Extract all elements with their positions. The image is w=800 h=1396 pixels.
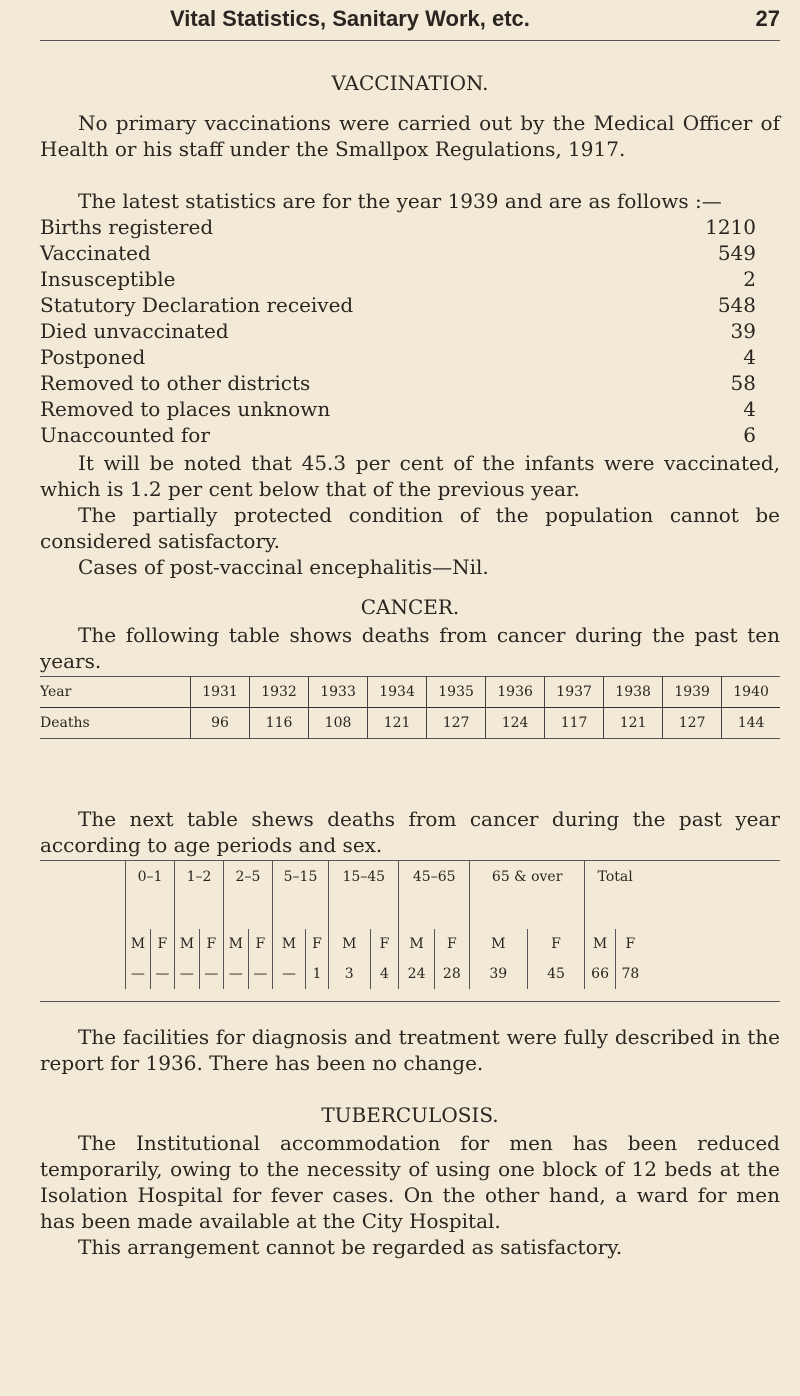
sex-header: M <box>126 929 151 959</box>
sex-header: M <box>329 929 370 959</box>
tuberculosis-para-2: This arrangement cannot be regarded as satisfactory. <box>78 1235 623 1259</box>
value-cell: 39 <box>469 959 527 989</box>
values-row <box>126 959 646 989</box>
vaccination-para-4: The partially protected condition of the population cannot be considered satisfactory. <box>40 503 780 553</box>
year-cell: 1936 <box>486 677 545 708</box>
age-group-header: 15–45 <box>329 861 399 929</box>
stat-row <box>40 396 756 422</box>
sex-header: M <box>399 929 434 959</box>
stat-row <box>40 240 756 266</box>
sex-header: M <box>469 929 527 959</box>
deaths-cell: 117 <box>545 708 604 739</box>
stat-value: 4 <box>743 397 756 421</box>
sex-header: F <box>434 929 469 959</box>
stat-label: Removed to places unknown <box>40 397 331 421</box>
cancer-para-1: The following table shows deaths from cancer during the past ten years. <box>40 623 780 673</box>
sex-header: M <box>223 929 248 959</box>
year-cell: 1937 <box>545 677 604 708</box>
age-group-header: 45–65 <box>399 861 469 929</box>
vaccination-para-3: It will be noted that 45.3 per cent of the infants were vaccinated, which is 1.2 per cent below that of the previous year. <box>40 451 780 501</box>
deaths-row <box>40 708 780 739</box>
deaths-cell: 144 <box>722 708 780 739</box>
value-cell: — <box>174 959 199 989</box>
age-group-row <box>126 861 646 929</box>
tuberculosis-heading: TUBERCULOSIS. <box>321 1103 499 1127</box>
deaths-cell: 121 <box>604 708 663 739</box>
year-cell: 1931 <box>191 677 250 708</box>
stat-value: 2 <box>743 267 756 291</box>
stat-value: 549 <box>717 241 756 265</box>
deaths-cell: 116 <box>250 708 309 739</box>
stat-row <box>40 370 756 396</box>
vaccination-stats-list <box>40 214 780 448</box>
year-cell: 1935 <box>427 677 486 708</box>
cancer-deaths-by-year-table <box>40 676 780 739</box>
tuberculosis-para-1: The Institutional accommodation for men has been reduced temporarily, owing to the necessity of using one block of 12 beds at the Isolation Hospital for fever cases. On the other hand, a ward for men has been made available at the City Hospital. <box>40 1131 780 1233</box>
value-cell: — <box>248 959 272 989</box>
sex-row <box>126 929 646 959</box>
page-number: 27 <box>755 6 780 31</box>
value-cell: 4 <box>370 959 399 989</box>
stat-label: Insusceptible <box>40 267 176 291</box>
sex-header: M <box>272 929 305 959</box>
sex-header: F <box>615 929 645 959</box>
year-row <box>40 677 780 708</box>
stat-value: 39 <box>730 319 756 343</box>
value-cell: 45 <box>527 959 585 989</box>
age-group-header: 65 & over <box>469 861 584 929</box>
deaths-cell: 108 <box>309 708 368 739</box>
sex-header: M <box>585 929 615 959</box>
stat-value: 4 <box>743 345 756 369</box>
year-cell: 1933 <box>309 677 368 708</box>
stat-label: Removed to other districts <box>40 371 311 395</box>
stat-label: Statutory Declaration received <box>40 293 354 317</box>
sex-header: F <box>370 929 399 959</box>
value-cell: 3 <box>329 959 370 989</box>
year-cell: 1940 <box>722 677 780 708</box>
stat-label: Births registered <box>40 215 214 239</box>
stat-value: 6 <box>743 423 756 447</box>
stat-row <box>40 266 756 292</box>
vaccination-para-5: Cases of post-vaccinal encephalitis—Nil. <box>78 555 489 579</box>
sex-header: F <box>150 929 174 959</box>
year-cell: 1939 <box>663 677 722 708</box>
stat-row <box>40 318 756 344</box>
age-group-header: 2–5 <box>223 861 272 929</box>
vaccination-heading: VACCINATION. <box>331 71 489 95</box>
cancer-para-2: The next table shews deaths from cancer during the past year according to age periods and sex. <box>40 807 780 857</box>
cancer-para-3: The facilities for diagnosis and treatment were fully described in the report for 1936. There has been no change. <box>40 1025 780 1075</box>
running-header <box>40 4 780 41</box>
sex-header: M <box>174 929 199 959</box>
age-group-header: 0–1 <box>126 861 175 929</box>
stat-row <box>40 422 756 448</box>
year-cell: 1938 <box>604 677 663 708</box>
deaths-cell: 96 <box>191 708 250 739</box>
stat-value: 548 <box>717 293 756 317</box>
value-cell: — <box>199 959 223 989</box>
value-cell: — <box>126 959 151 989</box>
year-cell: 1934 <box>368 677 427 708</box>
stat-row <box>40 214 756 240</box>
deaths-cell: 127 <box>663 708 722 739</box>
stat-label: Postponed <box>40 345 146 369</box>
value-cell: 28 <box>434 959 469 989</box>
vaccination-para-2: The latest statistics are for the year 1939 and are as follows :— <box>78 189 722 213</box>
value-cell: — <box>150 959 174 989</box>
value-cell: 1 <box>305 959 328 989</box>
cancer-heading: CANCER. <box>360 595 460 619</box>
deaths-cell: 121 <box>368 708 427 739</box>
value-cell: 78 <box>615 959 645 989</box>
age-group-header: Total <box>585 861 645 929</box>
row-label: Year <box>40 677 191 708</box>
stat-row <box>40 344 756 370</box>
deaths-cell: 124 <box>486 708 545 739</box>
stat-label: Vaccinated <box>40 241 151 265</box>
sex-header: F <box>199 929 223 959</box>
value-cell: — <box>272 959 305 989</box>
age-group-header: 1–2 <box>174 861 223 929</box>
stat-row <box>40 292 756 318</box>
sex-header: F <box>527 929 585 959</box>
year-cell: 1932 <box>250 677 309 708</box>
stat-value: 58 <box>730 371 756 395</box>
stat-label: Died unvaccinated <box>40 319 229 343</box>
row-label: Deaths <box>40 715 90 731</box>
sex-header: F <box>248 929 272 959</box>
vaccination-para-1: No primary vaccinations were carried out by the Medical Officer of Health or his staff under the Smallpox Regulations, 1917. <box>40 111 780 161</box>
deaths-cell: 127 <box>427 708 486 739</box>
value-cell: 66 <box>585 959 615 989</box>
stat-label: Unaccounted for <box>40 423 210 447</box>
value-cell: — <box>223 959 248 989</box>
value-cell: 24 <box>399 959 434 989</box>
cancer-age-sex-table <box>40 860 780 1002</box>
age-group-header: 5–15 <box>272 861 328 929</box>
stat-value: 1210 <box>705 215 756 239</box>
sex-header: F <box>305 929 328 959</box>
header-title: Vital Statistics, Sanitary Work, etc. <box>170 6 530 31</box>
